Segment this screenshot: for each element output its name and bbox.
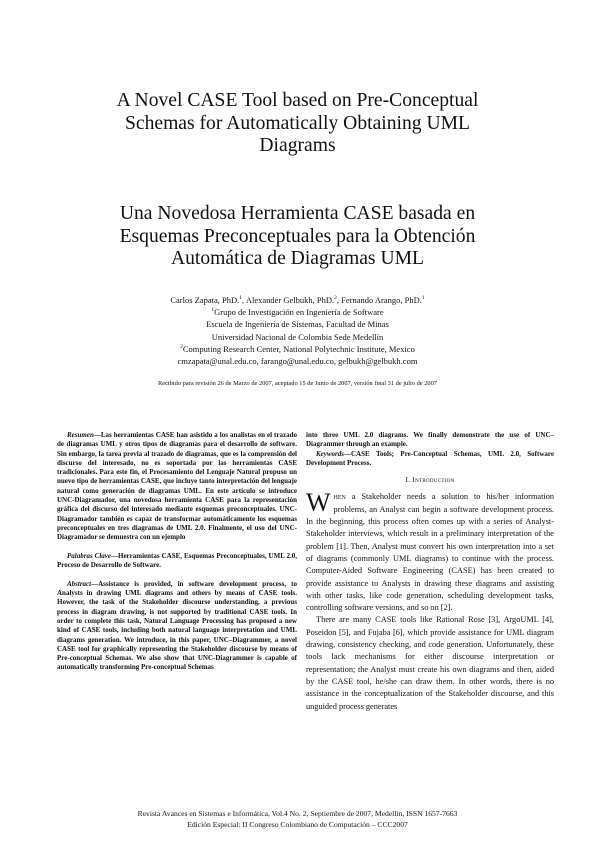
intro-smallcaps: hen — [333, 492, 346, 502]
drop-cap: W — [306, 488, 331, 518]
received-dates: Recibido para revisión 26 de Marzo de 2007, aceptado 15 de Junio de 2007, versión final 31 de julio de 2007 — [158, 380, 437, 387]
palabras-clave-text: —Herramientas CASE, Esquemas Preconceptuales, UML 2.0, Proceso de Desarrollo de Software. — [57, 551, 297, 570]
affiliation-1-line-3: Universidad Nacional de Colombia Sede Medellín — [211, 331, 384, 342]
keywords-paragraph — [306, 450, 554, 469]
intro-paragraph-2: There are many CASE tools like Rational Rose [3], ArgoUML [4], Poseidon [5], and Fujaba [6], which provide assistance for UML diagram drawing, consistency checking, and code generation. Unfortunately, these tools lack mechanisms for either discourse interpretation or representation; the Analyst must create his own diagrams and then, aided by the CASE tool, he/she can draw them. In other words, there is no assistance in the conceptualization of the Stakeholder discourse, and this unguided process generates — [306, 615, 554, 711]
footer-line-1: Revista Avances en Sistemas e Informática, Vol.4 No. 2, Septiembre de 2007, Medellín, ISSN 1657-7663 — [137, 809, 458, 818]
section-heading — [306, 476, 554, 485]
author-block — [40, 294, 555, 367]
palabras-clave-label: Palabras Clave — [67, 551, 111, 560]
right-column — [306, 431, 554, 713]
paper-title-spanish — [40, 203, 555, 271]
resumen-text: Las herramientas CASE han asistido a los analistas en el trazado de diagramas UML y otros tipos de diagramas para el desarrollo de software. Sin embargo, la tarea previa al trazado de diagramas, que es la comprensión del discurso del interesado, no es soportada por las herramientas CASE tradicionales. Para este fin, el Procesamiento del Lenguaje Natural propuso un nuevo tipo de herramientas CASE, que incluye tanto interpretación del lenguaje natural como generación de diagramas UML. En este artículo se introduce UNC-Diagramador, una novedosa herramienta CASE para la representación gráfica del discurso del interesado mediante esquemas preconceptuales. UNC-Diagramador también es capaz de transformar automáticamente los esquemas preconceptuales en tres diagramas de UML 2.0. Finalmente, el uso del UNC-Diagramador se demuestra con un ejemplo — [57, 431, 297, 542]
abstract-text: —Assistance is provided, in software development process, to Analysts in drawing UML diagrams and others by means of CASE tools. However, the task of the Stakeholder discourse understanding, a previous process in diagram drawing, is not supported by traditional CASE tools. In order to complete this task, Natural Language Processing has proposed a new kind of CASE tools, including both natural language interpretation and UML diagrams generation. We introduce, in this paper, UNC–Diagrammer, a novel CASE tool for graphically representing the Stakeholder discourse by means of Pre-conceptual Schemas. We also show that UNC-Diagrammer is capable of automatically transforming Pre-conceptual Schemas — [57, 579, 297, 672]
footer-line-2: Edición Especial: II Congreso Colombiano de Computación – CCC2007 — [187, 819, 408, 829]
author-names: Carlos Zapata, PhD.$^1$, Alexander Gelbukh, PhD.$^2$, Fernando Arango, PhD.$^1$ — [170, 295, 425, 305]
title-en-line-3: Diagrams — [259, 135, 336, 157]
resumen-paragraph: Resumen—Las herramientas CASE han asistido a los analistas en el trazado de diagramas UML y otros tipos de diagramas para el desarrollo de software. Sin embargo, la tarea previa al trazado de diagramas, que es la comprensión del discurso del interesado, no es soportada por las herramientas CASE tradicionales. Para este fin, el Procesamiento del Lenguaje Natural propuso un nuevo tipo de herramientas CASE, que incluye tanto interpretación del lenguaje natural como generación de diagramas UML. En este artículo se introduce UNC-Diagramador, una novedosa herramienta CASE para la representación gráfica del discurso del interesado mediante esquemas preconceptuales. UNC-Diagramador también es capaz de transformar automáticamente los esquemas preconceptuales en tres diagramas de UML 2.0. Finalmente, el uso del UNC-Diagramador se demuestra con un ejemplo — [57, 431, 297, 542]
abstract-label: Abstract — [67, 579, 92, 588]
affiliation-1-line-2: Escuela de Ingeniería de Sistemas, Facultad de Minas — [206, 319, 389, 330]
keywords-text: —CASE Tools; Pre-Conceptual Schemas, UML 2.0, Software Development Process. — [306, 449, 554, 467]
section-title: Introduction — [412, 476, 455, 485]
resumen-label: Resumen — [67, 431, 94, 439]
abstract-paragraph — [57, 580, 297, 673]
title-es-line-3: Automática de Diagramas UML — [170, 248, 424, 270]
palabras-clave-paragraph — [57, 552, 297, 571]
section-number: I. — [405, 476, 411, 485]
title-es-line-1: Una Novedosa Herramienta CASE basada en — [119, 203, 476, 224]
intro-paragraph-1: When a Stakeholder needs a solution to his/her information problems, an Analyst can begin a software development process. In the beginning, this process often comes up with a series of Analyst-Stakeholder interviews, which result in a preliminary interpretation of the problem [1]. Then, Analyst must convert his own interpretation into a set of diagrams (commonly UML diagrams) to continue with the process. Computer-Aided Software Engineering (CASE) has been created to provide assistance to Analysts in drawing these diagrams and assisting with other tasks, like code generation, scheduling development tasks, controlling software versions, and so on [2]. — [306, 488, 554, 613]
title-es-line-2: Esquemas Preconceptuales para la Obtención — [119, 225, 476, 247]
affiliation-2: $^2$Computing Research Center, National Polytechnic Institute, Mexico — [180, 343, 415, 354]
paper-title-english — [40, 90, 555, 158]
abstract-continued: into three UML 2.0 diagrams. We finally demonstrate the use of UNC–Diagrammer through an example. — [306, 431, 554, 449]
affiliation-1: $^1$Grupo de Investigación en Ingeniería de Software — [211, 307, 384, 318]
keywords-label: Keywords — [316, 449, 344, 458]
introduction-body — [306, 488, 554, 712]
left-column — [57, 431, 297, 673]
title-en-line-2: Schemas for Automatically Obtaining UML — [124, 112, 470, 134]
author-emails: cmzapata@unal.edu.co, farango@unal.edu.co, gelbukh@gelbukh.com — [177, 356, 418, 367]
title-en-line-1: A Novel CASE Tool based on Pre-Conceptual — [116, 90, 479, 111]
journal-footer — [40, 809, 555, 830]
